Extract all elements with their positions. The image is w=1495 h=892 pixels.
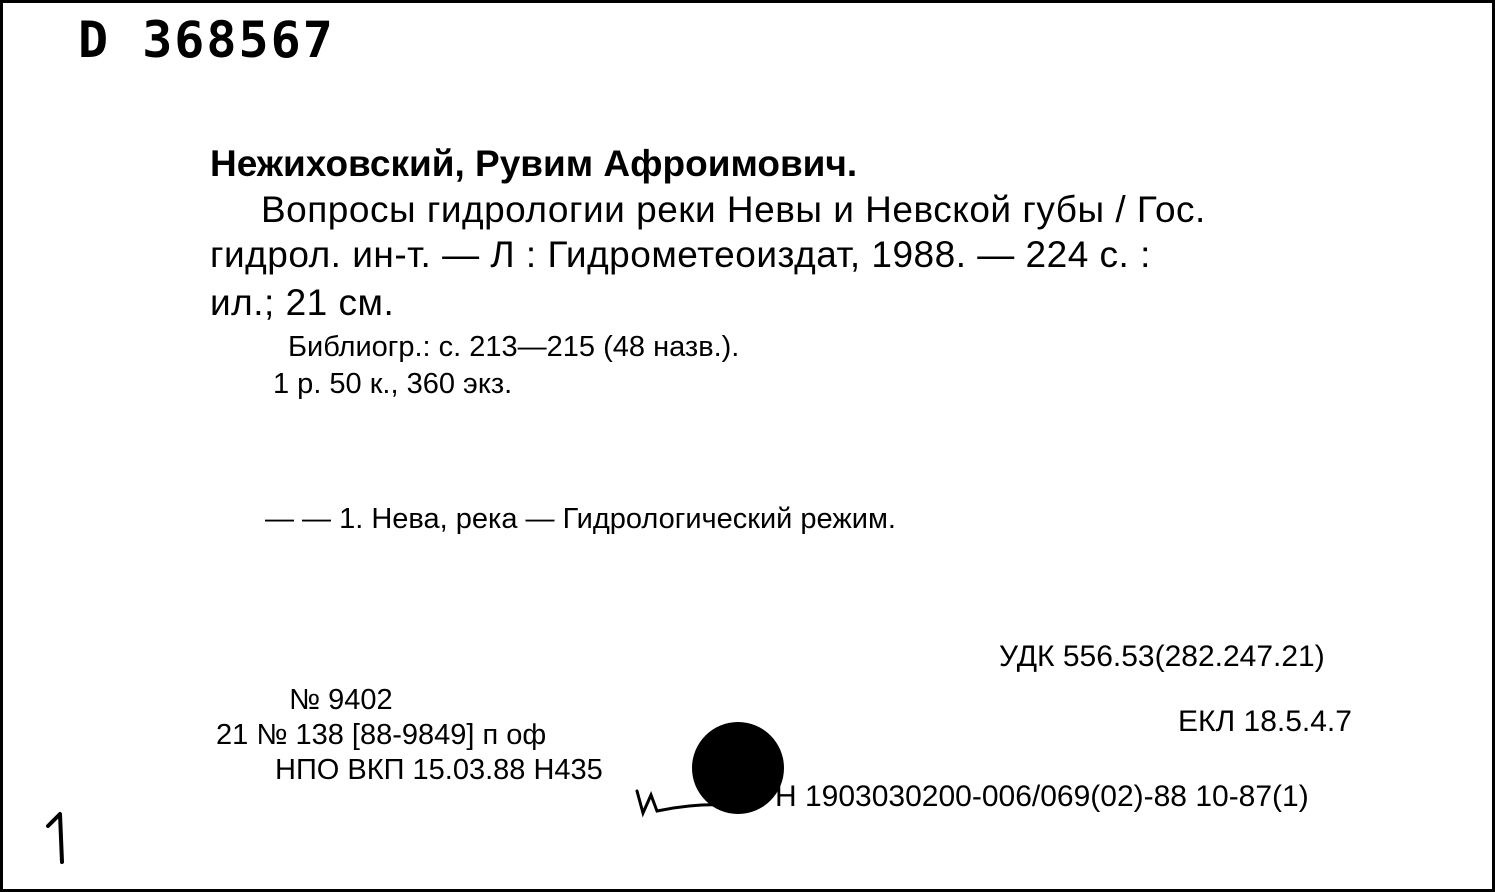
accession-number: D 368567 xyxy=(78,11,335,69)
subject-heading: — — 1. Нева, река — Гидрологический режим. xyxy=(265,503,896,535)
pen-scribble xyxy=(633,783,773,823)
order-line-3: НПО ВКП 15.03.88 Н435 xyxy=(275,754,603,786)
handwritten-number-one xyxy=(38,808,78,868)
title-line-1: Вопросы гидрологии реки Невы и Невской губы / Гос. xyxy=(261,189,1206,230)
author-heading: Нежиховский, Рувим Афроимович. xyxy=(210,143,858,184)
order-line-2: 21 № 138 [88-9849] п оф xyxy=(216,719,547,751)
title-line-2: гидрол. ин-т. — Л : Гидрометеоиздат, 1988. — 224 с. : xyxy=(210,234,1151,275)
ekl-classification: ЕКЛ 18.5.4.7 xyxy=(1178,705,1352,738)
title-line-3: ил.; 21 см. xyxy=(210,282,395,323)
bibliography-note: Библиогр.: с. 213—215 (48 назв.). xyxy=(288,331,740,363)
udk-classification: УДК 556.53(282.247.21) xyxy=(999,640,1325,673)
price-note: 1 р. 50 к., 360 экз. xyxy=(273,368,513,400)
catalog-code-line: Н 1903030200-006/069(02)-88 10-87(1) xyxy=(775,780,1309,813)
order-number: № 9402 xyxy=(289,684,393,716)
